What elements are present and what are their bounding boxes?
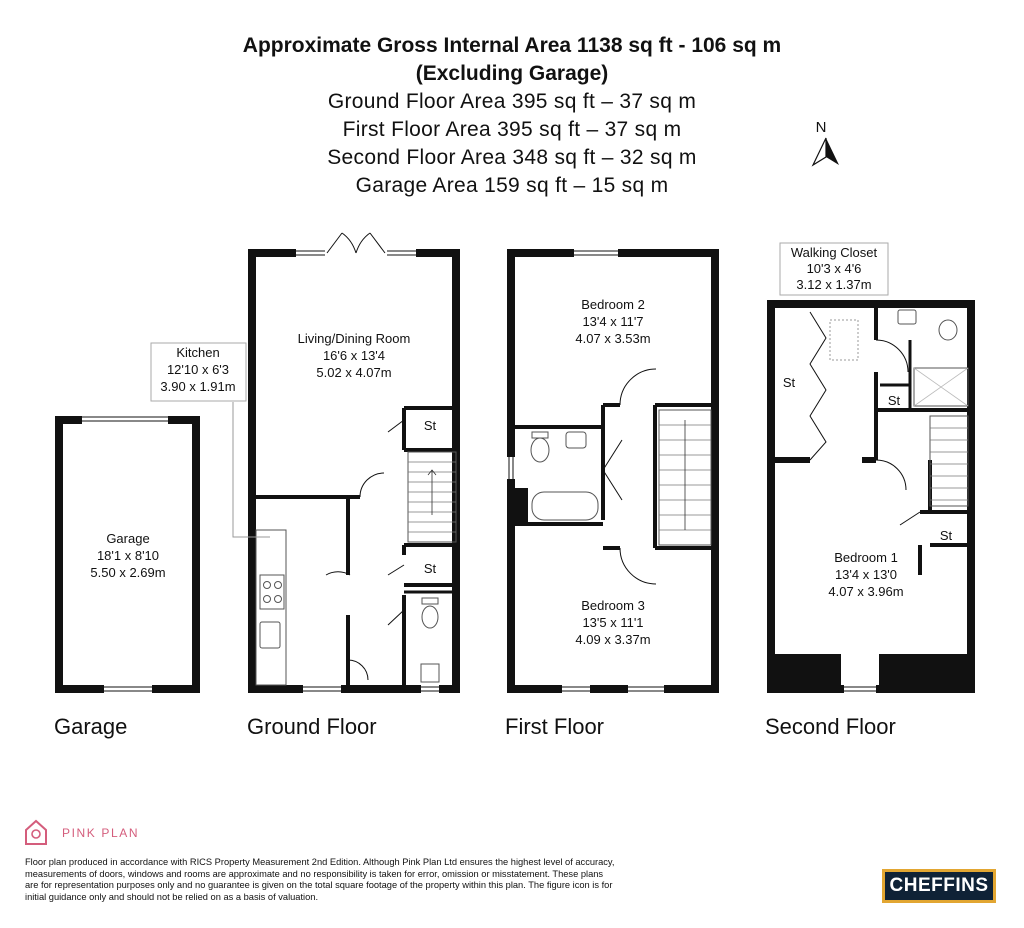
garage-room-name: Garage [106, 531, 150, 546]
bedroom1-imperial: 13'4 x 13'0 [834, 567, 898, 582]
first-floor-area: First Floor Area 395 sq ft – 37 sq m [342, 118, 682, 141]
garage-plan [59, 414, 196, 694]
garage-area: Garage Area 159 sq ft – 15 sq m [355, 174, 669, 197]
north-arrow-icon [813, 119, 839, 165]
gross-area-title: Approximate Gross Internal Area 1138 sq ft - 106 sq m [242, 34, 782, 57]
bedroom2-name: Bedroom 2 [581, 297, 645, 312]
bedroom1-name: Bedroom 1 [834, 550, 898, 565]
closet-name: Walking Closet [790, 245, 878, 260]
bedroom2-metric: 4.07 x 3.53m [575, 331, 651, 346]
second-floor-area: Second Floor Area 348 sq ft – 32 sq m [327, 146, 697, 169]
garage-room-metric: 5.50 x 2.69m [90, 565, 166, 580]
bedroom1-metric: 4.07 x 3.96m [828, 584, 904, 599]
living-room-imperial: 16'6 x 13'4 [322, 348, 386, 363]
bedroom3-imperial: 13'5 x 11'1 [582, 615, 644, 630]
second-store-3-label: St [939, 528, 953, 543]
excluding-garage-note: (Excluding Garage) [415, 62, 609, 85]
disclaimer-text: Floor plan produced in accordance with RICS Property Measurement 2nd Edition. Although Pink Plan Ltd ensures the highest level of accuracy, measurements of doors, windows and rooms are approximate and no responsibility is taken for error, omission or misstatement. These plans are for representation purposes only and no guarantee is given on the total square footage of the property within this plan. The figure icon is for initial guidance only and should not be relied on as a basis of valuation. [25, 857, 615, 902]
second-store-2-label: St [887, 393, 901, 408]
ground-store-2-label: St [423, 561, 437, 576]
cheffins-logo: CHEFFINS [882, 869, 996, 903]
bedroom3-name: Bedroom 3 [581, 598, 645, 613]
compass-label: N [815, 119, 827, 136]
ground-store-1-label: St [423, 418, 437, 433]
ground-floor-area: Ground Floor Area 395 sq ft – 37 sq m [327, 90, 697, 113]
first-floor-plan [506, 248, 715, 694]
kitchen-imperial: 12'10 x 6'3 [166, 362, 230, 377]
second-floor-label: Second Floor [765, 714, 896, 739]
closet-imperial: 10'3 x 4'6 [806, 261, 862, 276]
bedroom3-metric: 4.09 x 3.37m [575, 632, 651, 647]
first-floor-label: First Floor [505, 714, 604, 739]
ground-floor-plan [233, 233, 456, 694]
pink-plan-brand: PINK PLAN [62, 826, 140, 840]
ground-floor-label: Ground Floor [247, 714, 377, 739]
garage-room-imperial: 18'1 x 8'10 [96, 548, 160, 563]
second-store-1-label: St [782, 375, 796, 390]
pink-plan-logo-icon [26, 821, 46, 844]
second-floor-plan [771, 304, 971, 694]
garage-floor-label: Garage [54, 714, 128, 739]
living-room-name: Living/Dining Room [297, 331, 411, 346]
bedroom2-imperial: 13'4 x 11'7 [582, 314, 644, 329]
closet-metric: 3.12 x 1.37m [796, 277, 872, 292]
kitchen-callout [151, 343, 246, 401]
kitchen-metric: 3.90 x 1.91m [160, 379, 236, 394]
walking-closet-callout [780, 243, 888, 295]
kitchen-name: Kitchen [176, 345, 220, 360]
living-room-metric: 5.02 x 4.07m [316, 365, 392, 380]
